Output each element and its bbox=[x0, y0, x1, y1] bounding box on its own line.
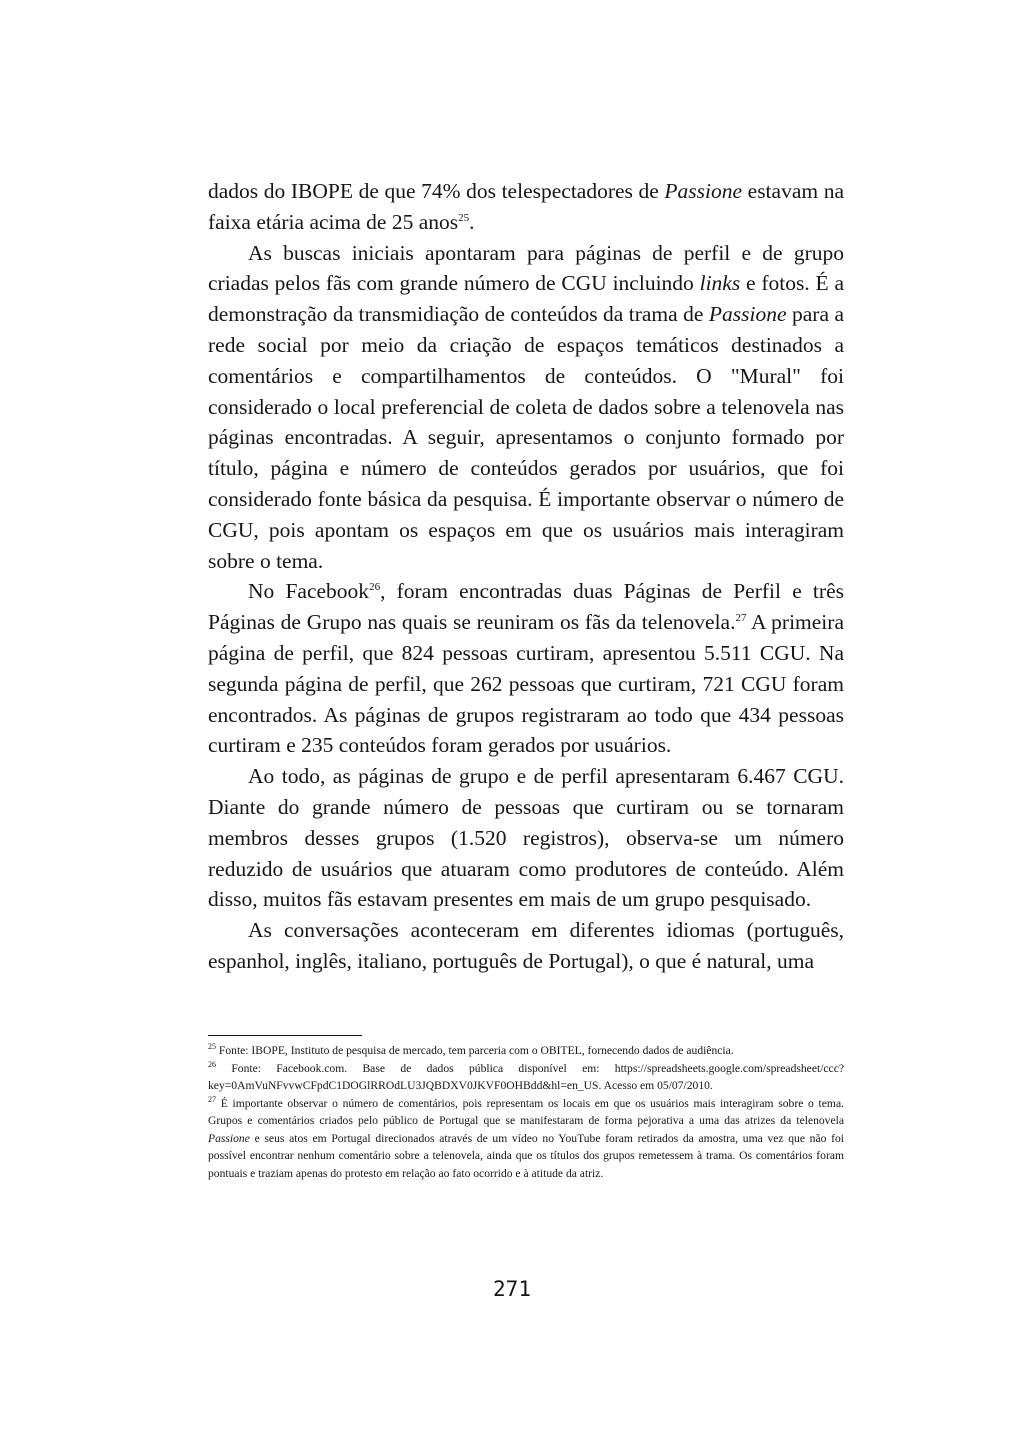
paragraph bbox=[208, 238, 844, 577]
footnote-ref: 26 bbox=[369, 581, 381, 594]
paragraph bbox=[208, 176, 844, 238]
text-run: A primeira página de perfil, que 824 pessoas curtiram, apresentou 5.511 CGU. Na segunda página de perfil, que 262 pessoas que curtiram, 721 CGU foram encontrados. As páginas de grupos registraram ao todo que 434 pessoas curtiram e 235 conteúdos foram gerados por usuários. bbox=[208, 610, 844, 758]
italic-text: Passione bbox=[708, 302, 787, 327]
text-run: , foram encontradas duas Páginas de Perfil e três Páginas de Grupo nas quais se reuniram os fãs da telenovela. bbox=[208, 579, 844, 635]
page-number: 271 bbox=[493, 1277, 531, 1301]
text-run: dados do IBOPE de que 74% dos telespectadores de bbox=[208, 179, 665, 203]
text-run: estavam na faixa etária acima de 25 anos bbox=[208, 179, 844, 234]
text-run: É importante observar o número de comentários, pois representam os locais em que os usuários mais interagiram sobre o tema. Grupos e comentários criados pelo público de Portugal que se manifestaram de forma pejorativa a uma das atrizes da telenovela bbox=[208, 1096, 844, 1127]
footnote-ref: 26 bbox=[208, 1059, 216, 1069]
footnote-ref: 27 bbox=[208, 1094, 216, 1104]
italic-text: links bbox=[699, 271, 741, 296]
italic-text: Passione bbox=[208, 1131, 250, 1145]
text-run: As buscas iniciais apontaram para páginas de perfil e de grupo criadas pelos fãs com grande número de CGU incluindo bbox=[208, 240, 844, 296]
footnote bbox=[208, 1095, 844, 1183]
paragraph bbox=[208, 915, 844, 977]
text-run: para a rede social por meio da criação de espaços temáticos destinados a comentários e compartilhamentos de conteúdos. O "Mural" foi considerado o local preferencial de coleta de dados sobre a telenovela nas páginas encontradas. A seguir, apresentamos o conjunto formado por título, página e número de conteúdos gerados por usuários, que foi considerado fonte básica da pesquisa. É importante observar o número de CGU, pois apontam os espaços em que os usuários mais interagiram sobre o tema. bbox=[208, 302, 844, 573]
text-run: . bbox=[469, 209, 475, 234]
footnote-ref: 25 bbox=[458, 211, 470, 224]
text-run: e seus atos em Portugal direcionados através de um vídeo no YouTube foram retirados da amostra, uma vez que não foi possível encontrar nenhum comentário sobre a telenovela, ainda que os títulos dos grupos remetessem à trama. Os comentários foram pontuais e traziam apenas do protesto em relação ao fato ocorrido e à atitude da atriz. bbox=[208, 1131, 844, 1180]
footnote-ref: 27 bbox=[735, 612, 747, 624]
footnote bbox=[208, 1042, 844, 1060]
text-run: Ao todo, as páginas de grupo e de perfil apresentaram 6.467 CGU. Diante do grande número de pessoas que curtiram ou se tornaram membros desses grupos (1.520 registros), observa-se um número reduzido de usuários que atuaram como produtores de conteúdo. Além disso, muitos fãs estavam presentes em mais de um grupo pesquisado. bbox=[208, 764, 844, 912]
footnote-separator bbox=[208, 1035, 362, 1036]
footnote-ref: 25 bbox=[208, 1042, 216, 1052]
paragraph bbox=[208, 761, 844, 915]
paragraph bbox=[208, 576, 844, 761]
text-run: As conversações aconteceram em diferentes idiomas (português, espanhol, inglês, italiano, português de Portugal), o que é natural, uma bbox=[208, 918, 844, 973]
body-text bbox=[208, 176, 844, 977]
italic-text: Passione bbox=[664, 179, 743, 203]
text-run: No Facebook bbox=[248, 579, 370, 604]
text-run: Fonte: Facebook.com. Base de dados pública disponível em: https://spreadsheets.google.com/spreadsheet/ccc?key=0AmVuNFvvwCFpdC1DOGlRROdLU3JQBDXV0JKVF0OHBdd&hl=en_US. Acesso em 05/07/2010. bbox=[208, 1061, 844, 1092]
footnote bbox=[208, 1060, 844, 1095]
footnotes bbox=[208, 1042, 844, 1182]
text-run: e fotos. É a demonstração da transmidiação de conteúdos da trama de bbox=[208, 271, 845, 327]
text-run: Fonte: IBOPE, Instituto de pesquisa de mercado, tem parceria com o OBITEL, fornecendo dados de audiência. bbox=[216, 1044, 734, 1057]
